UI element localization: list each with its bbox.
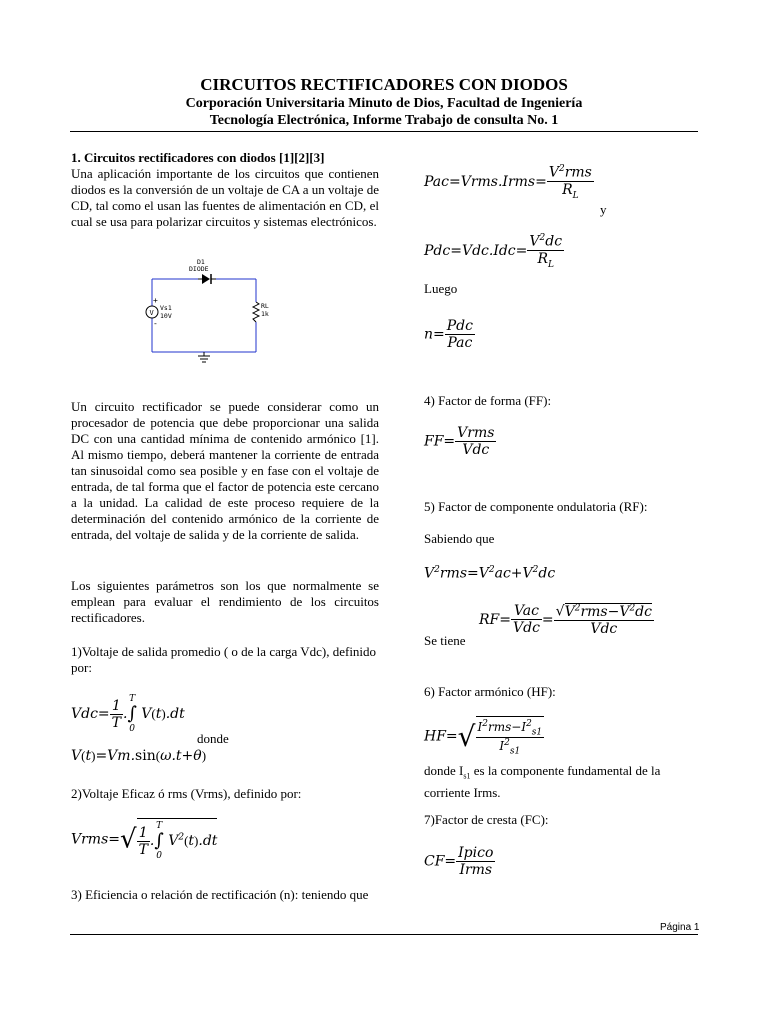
resistor-symbol <box>253 302 259 322</box>
diode-symbol <box>198 274 216 284</box>
svg-text:+: + <box>153 296 158 305</box>
source-label: Vs1 <box>160 304 172 312</box>
page-subtitle-institution: Corporación Universitaria Minuto de Dios, Facultad de Ingeniería <box>185 96 583 111</box>
paragraph-parameters: Los siguientes parámetros son los que normalmente se emplean para evaluar el rendimiento de los circuitos rectificadores. <box>71 578 379 625</box>
page-title: CIRCUITOS RECTIFICADORES CON DIODOS <box>200 75 568 94</box>
se-tiene-label: Se tiene <box>424 633 466 648</box>
formula-rf: RF= $\frac{\text{Vac}}{\text{Vdc}}$ = $\frac{√V^2rms-V^2dc}{\text{Vdc}}$ <box>479 603 652 637</box>
section-heading: 1. Circuitos rectificadores con diodos [1][2][3] <box>71 150 325 165</box>
formula-vrms-squared: $V^2rms=V^2ac+V^2dc$ <box>424 565 556 582</box>
header-divider <box>70 131 698 132</box>
item-efficiency-heading: 3) Eficiencia o relación de rectificación (n): teniendo que <box>71 887 369 902</box>
load-label: RL <box>261 302 269 310</box>
donde-label-1: donde <box>197 731 229 746</box>
item-ff-heading: 4) Factor de forma (FF): <box>424 393 552 408</box>
formula-ff: FF= $\frac{\text{Vrms}}{\text{Vdc}}$ <box>424 425 495 458</box>
svg-text:-: - <box>153 319 158 328</box>
donde-is1-text: donde $I_{s1}$ es la componente fundamental de la corriente Irms. <box>424 763 661 800</box>
diode-type-label: DIODE <box>189 265 209 273</box>
rectifier-circuit-diagram <box>140 255 280 365</box>
page-number: Página 1 <box>660 922 700 933</box>
load-value: 1k <box>261 310 269 318</box>
item-vrms-heading: 2)Voltaje Eficaz ó rms (Vrms), definido por: <box>71 786 302 801</box>
footer-divider <box>70 934 698 935</box>
conjunction-y: y <box>600 202 607 217</box>
diode-label: D1 <box>197 258 205 266</box>
formula-hf: HF=√ $\frac{I^2rms-I^2_{s1}}{I^2_{s1}}$ <box>424 716 544 757</box>
formula-vrms: Vrms=√ $\frac{1}{T}$ . T ∫ 0 $V^2(t).dt$ <box>71 818 217 861</box>
svg-text:V: V <box>149 309 154 317</box>
formula-pdc: Pdc=Vdc.Idc= $\frac{V^2dc}{R_L}$ <box>424 233 563 270</box>
page-subtitle-program: Tecnología Electrónica, Informe Trabajo de consulta No. 1 <box>209 113 559 128</box>
formula-vdc: Vdc= $\frac{1}{T}$ . T ∫ 0 V(t).dt <box>71 694 185 734</box>
formula-cf: CF= $\frac{\text{Ipico}}{\text{Irms}}$ <box>424 845 494 878</box>
paragraph-intro: Una aplicación importante de los circuitos que contienen diodos es la conversión de un voltaje de CA a un voltaje de CD, tal como el usan las fuentes de alimentación en CD, el cual se usa para polarizar circuitos y sistemas electrónicos. <box>71 166 379 229</box>
luego-label: Luego <box>424 281 458 296</box>
formula-efficiency: n= $\frac{\text{Pdc}}{\text{Pac}}$ <box>424 318 473 351</box>
sabiendo-label: Sabiendo que <box>424 531 495 546</box>
item-hf-heading: 6) Factor armónico (HF): <box>424 684 556 699</box>
item-rf-heading: 5) Factor de componente ondulatoria (RF): <box>424 499 648 514</box>
formula-pac: Pac=Vrms.Irms= $\frac{V^2rms}{R_L}$ <box>424 164 592 201</box>
paragraph-rectifier: Un circuito rectificador se puede considerar como un procesador de potencia que debe proporcionar una salida DC con una cantidad mínima de contenido armónico [1]. Al mismo tiempo, deberá mantener la corriente de entrada tan sinusoidal como sea posible y en fase con el voltaje de entrada, de tal forma que el factor de potencia este cercano a la unidad. La calidad de este proceso requiere de la determinación del contenido armónico de la corriente de entrada, del voltaje de salida y de la corriente de salida. <box>71 399 379 542</box>
item-vdc-heading: 1)Voltaje de salida promedio ( o de la carga Vdc), definido por: <box>71 644 377 675</box>
formula-vt: V(t)=Vm.sin(ω.t+θ) <box>71 748 207 764</box>
item-fc-heading: 7)Factor de cresta (FC): <box>424 812 549 827</box>
ground-symbol <box>198 352 210 362</box>
source-value: 10V <box>160 312 172 320</box>
